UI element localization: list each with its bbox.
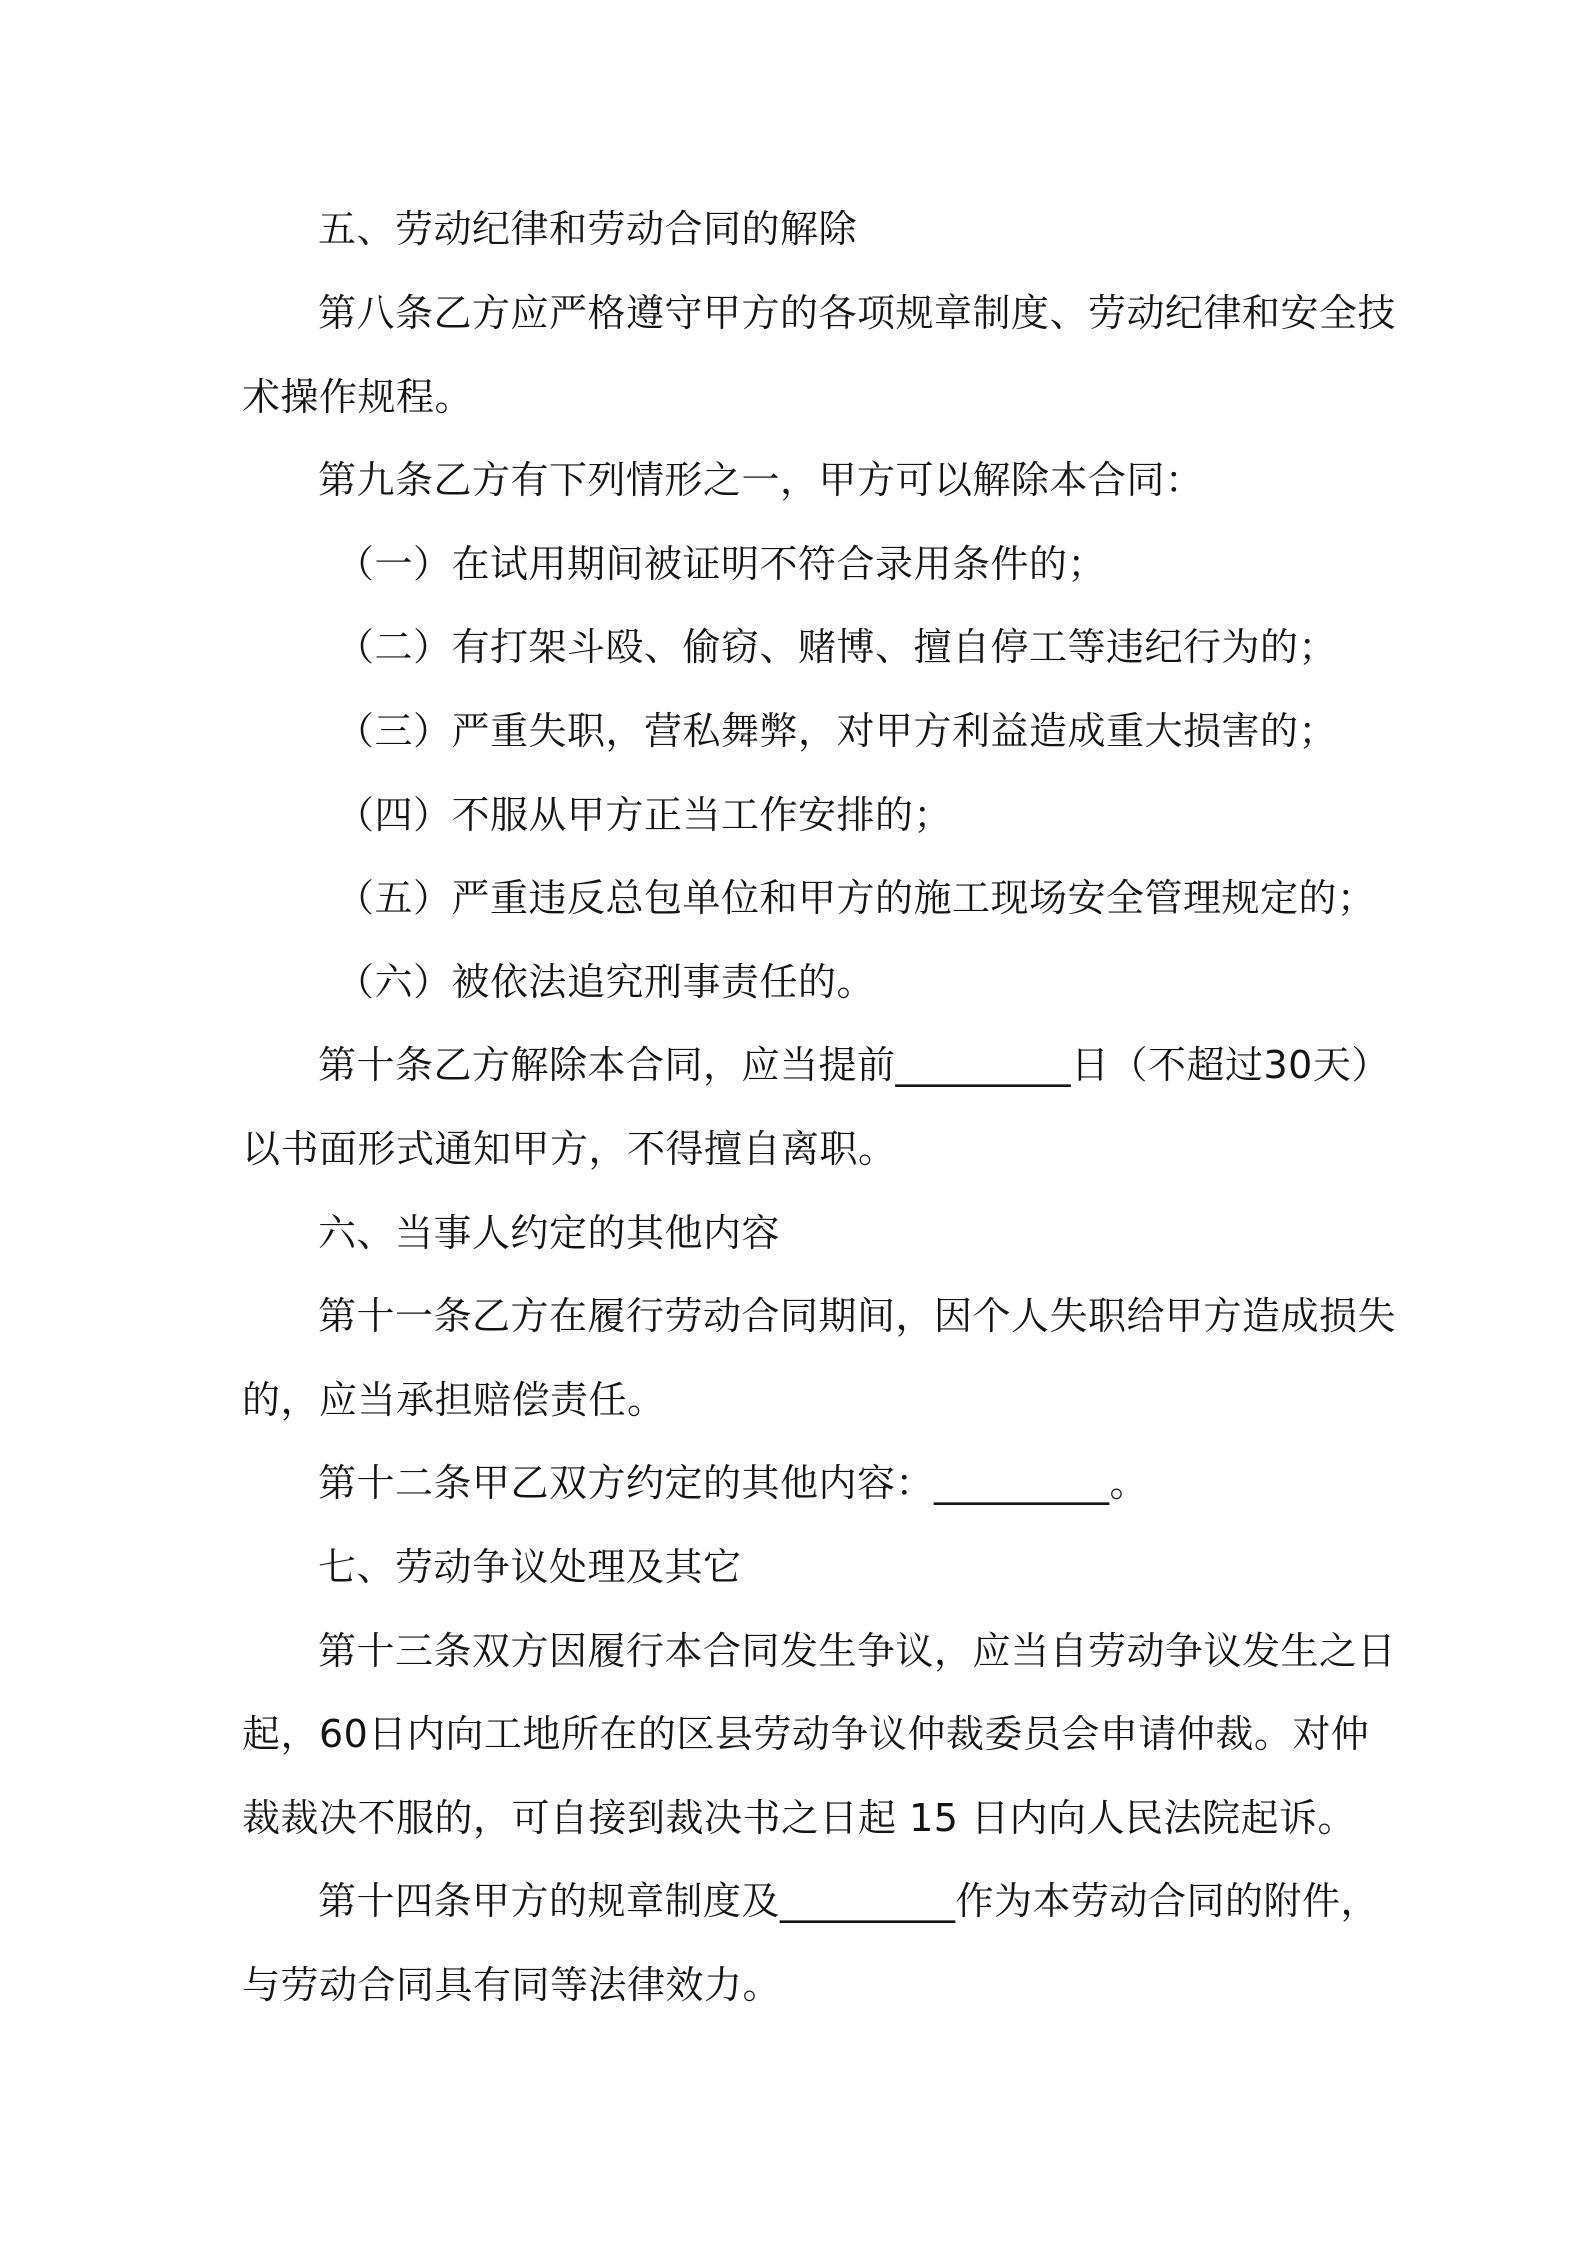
article-12: 第十二条甲乙双方约定的其他内容：_________。 — [318, 1461, 1149, 1505]
section-heading-7: 七、劳动争议处理及其它 — [318, 1545, 742, 1589]
article-9-item-4: （四）不服从甲方正当工作安排的； — [336, 793, 953, 837]
article-9-intro: 第九条乙方有下列情形之一，甲方可以解除本合同： — [318, 458, 1204, 502]
article-14-line-2: 与劳动合同具有同等法律效力。 — [242, 1963, 782, 2007]
article-9-item-1: （一）在试用期间被证明不符合录用条件的； — [336, 542, 1107, 586]
article-11-line-2: 的，应当承担赔偿责任。 — [242, 1378, 666, 1422]
article-8-line-2: 术操作规程。 — [242, 375, 474, 419]
article-9-item-5: （五）严重违反总包单位和甲方的施工现场安全管理规定的； — [336, 876, 1376, 920]
article-8-line-1: 第八条乙方应严格遵守甲方的各项规章制度、劳动纪律和安全技 — [318, 291, 1397, 335]
article-11-line-1: 第十一条乙方在履行劳动合同期间，因个人失职给甲方造成损失 — [318, 1294, 1397, 1338]
article-13-line-1: 第十三条双方因履行本合同发生争议，应当自劳动争议发生之日 — [318, 1629, 1397, 1673]
section-heading-6: 六、当事人约定的其他内容 — [318, 1211, 781, 1255]
article-9-item-3: （三）严重失职，营私舞弊，对甲方利益造成重大损害的； — [336, 709, 1338, 753]
article-9-item-6: （六）被依法追究刑事责任的。 — [336, 960, 876, 1004]
article-14-line-1: 第十四条甲方的规章制度及_________作为本劳动合同的附件， — [318, 1879, 1380, 1923]
article-10-line-2: 以书面形式通知甲方，不得擅自离职。 — [242, 1127, 897, 1171]
article-13-line-2: 起，60日内向工地所在的区县劳动争议仲裁委员会申请仲裁。对仲 — [242, 1712, 1370, 1756]
article-10-line-1: 第十条乙方解除本合同，应当提前_________日（不超过30天） — [318, 1043, 1390, 1087]
article-13-line-3: 裁裁决不服的，可自接到裁决书之日起 15 日内向人民法院起诉。 — [242, 1796, 1357, 1840]
section-heading-5: 五、劳动纪律和劳动合同的解除 — [318, 207, 858, 251]
article-9-item-2: （二）有打架斗殴、偷窃、赌博、擅自停工等违纪行为的； — [336, 625, 1338, 669]
